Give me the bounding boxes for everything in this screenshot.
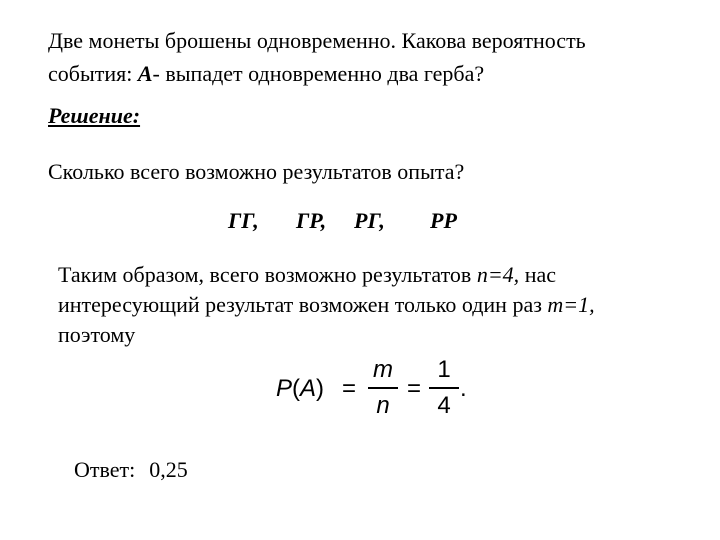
fraction-2-bar xyxy=(429,387,459,389)
fraction-2-denominator: 4 xyxy=(437,391,451,419)
solution-heading: Решение: xyxy=(48,103,141,128)
fraction-1-bar xyxy=(368,387,398,389)
conclusion-line-1-tail: нас xyxy=(519,262,556,287)
outcome-4: РР xyxy=(430,208,457,233)
formula-period: . xyxy=(460,375,467,402)
problem-line-1: Две монеты брошены одновременно. Какова вероятность xyxy=(48,28,586,53)
outcome-1: ГГ, xyxy=(228,208,259,233)
conclusion-line-2 xyxy=(58,290,698,320)
formula-p: P xyxy=(276,375,293,402)
fraction-1-over-4 xyxy=(429,356,459,420)
outcomes-question: Сколько всего возможно результатов опыта? xyxy=(48,159,465,184)
fraction-m-over-n xyxy=(368,356,398,420)
conclusion-line-3: поэтому xyxy=(58,322,136,347)
fraction-1-denominator: n xyxy=(376,391,390,419)
problem-line-2-suffix: - выпадет одновременно два герба? xyxy=(152,61,485,86)
conclusion-line-1-text: Таким образом, всего возможно результатов xyxy=(58,262,477,287)
probability-formula xyxy=(276,356,466,426)
fraction-2-numerator: 1 xyxy=(437,356,451,383)
formula-a: A xyxy=(300,375,317,402)
answer-label: Ответ: xyxy=(74,457,136,482)
n-expression: n=4, xyxy=(476,262,520,287)
formula-open-paren: ( xyxy=(292,375,301,402)
problem-statement xyxy=(48,24,688,90)
problem-line-2 xyxy=(48,57,688,90)
conclusion-line-1 xyxy=(58,260,698,290)
problem-line-2-prefix: события: xyxy=(48,61,138,86)
formula-lhs xyxy=(276,375,324,403)
m-expression: m=1, xyxy=(547,292,595,317)
formula-equals-2: = xyxy=(407,375,422,402)
outcome-3: РГ, xyxy=(354,208,385,233)
answer-value: 0,25 xyxy=(149,457,188,482)
conclusion-text xyxy=(58,260,698,350)
outcome-2: ГР, xyxy=(296,208,327,233)
conclusion-line-2-text: интересующий результат возможен только один раз xyxy=(58,292,548,317)
formula-close-paren: ) xyxy=(316,375,325,402)
event-label: А xyxy=(137,61,153,86)
answer xyxy=(74,455,188,485)
fraction-1-numerator: m xyxy=(373,356,393,383)
formula-equals-1: = xyxy=(342,375,357,402)
